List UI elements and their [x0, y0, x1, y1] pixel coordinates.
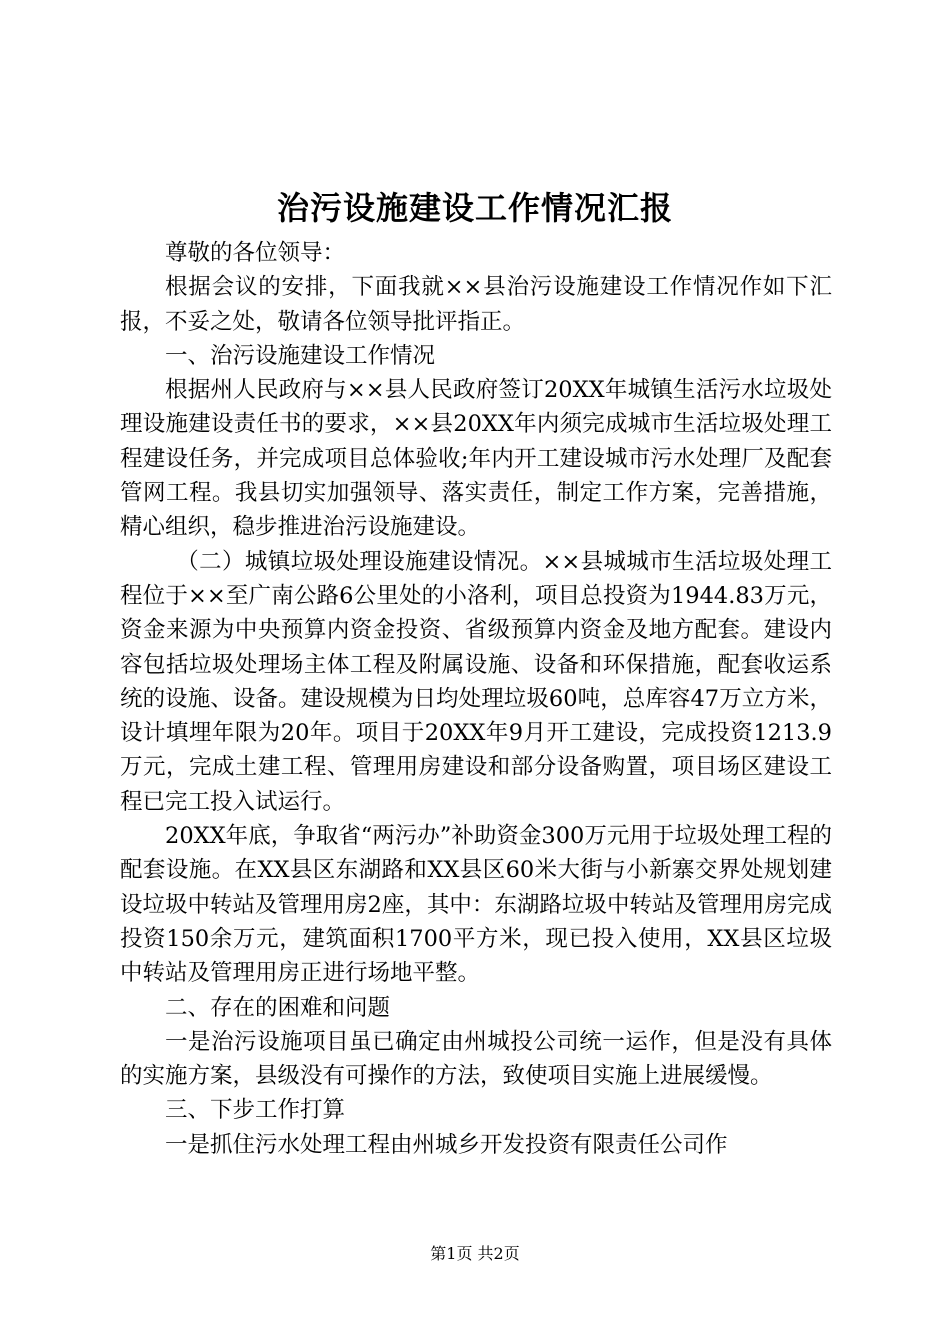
- section-heading: 二、存在的困难和问题: [165, 994, 391, 1021]
- document-title: 治污设施建设工作情况汇报: [276, 189, 673, 227]
- section-heading: 三、下步工作打算: [165, 1097, 346, 1124]
- section-heading: 一、治污设施建设工作情况: [165, 342, 436, 369]
- page-number-footer: 第1页 共2页: [430, 1244, 520, 1263]
- body-paragraph: （二）城镇垃圾处理设施建设情况。××县城城市生活垃圾处理工程位于××至广南公路6公里处的小洛利，项目总投资为1944.83万元，资金来源为中央预算内资金投资、省级预算内资金及地方配套。建设内容包括垃圾处理场主体工程及附属设施、设备和环保措施，配套收运系统的设施、设备。建设规模为日均处理垃圾60吨，总库容47万立方米，设计填埋年限为20年。项目于20XX年9月开工建设，完成投资1213.9万元，完成土建工程、管理用房建设和部分设备购置，项目场区建设工程已完工投入试运行。: [120, 548, 832, 815]
- document-body: [120, 236, 832, 1162]
- salutation: 尊敬的各位领导：: [165, 240, 346, 266]
- body-paragraph: 一是治污设施项目虽已确定由州城投公司统一运作，但是没有具体的实施方案，县级没有可操作的方法，致使项目实施上进展缓慢。: [120, 1028, 832, 1090]
- body-paragraph: 根据会议的安排，下面我就××县治污设施建设工作情况作如下汇报，不妥之处，敬请各位领导批评指正。: [120, 274, 832, 335]
- body-paragraph: 一是抓住污水处理工程由州城乡开发投资有限责任公司作: [165, 1131, 728, 1158]
- body-paragraph: 根据州人民政府与××县人民政府签订20XX年城镇生活污水垃圾处理设施建设责任书的要求，××县20XX年内须完成城市生活垃圾处理工程建设任务，并完成项目总体验收;年内开工建设城市污水处理厂及配套管网工程。我县切实加强领导、落实责任，制定工作方案，完善措施，精心组织，稳步推进治污设施建设。: [120, 377, 832, 541]
- body-paragraph: 20XX年底，争取省“两污办”补助资金300万元用于垃圾处理工程的配套设施。在XX县区东湖路和XX县区60米大街与小新寨交界处规划建设垃圾中转站及管理用房2座，其中：东湖路垃圾中转站及管理用房完成投资150余万元，建筑面积1700平方米，现已投入使用，XX县区垃圾中转站及管理用房正进行场地平整。: [120, 823, 832, 987]
